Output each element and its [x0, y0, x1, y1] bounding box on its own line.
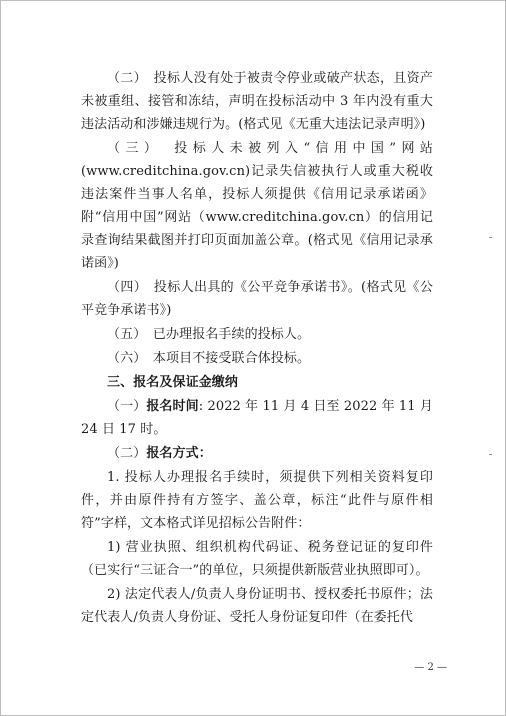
paragraph-clause-4: （四） 投标人出具的《公平竞争承诺书》。(格式见《公平竞争承诺书》): [81, 280, 433, 318]
registration-time-label: 报名时间: [146, 399, 199, 414]
document-body: [81, 67, 433, 629]
paragraph-clause-5: （五） 已办理报名手续的投标人。: [107, 327, 311, 342]
paragraph-subitem-1: 1) 营业执照、组织机构代码证、税务登记证的复印件（已实行“三证合一”的单位，只须提供新版营业执照即可）。: [81, 540, 433, 578]
clause-number: （二）: [107, 446, 147, 461]
paragraph-subitem-2: 2) 法定代表人/负责人身份证明书、授权委托书原件；法定代表人/负责人身份证、受托人身份证复印件（在委托代: [81, 587, 433, 625]
margin-mark: [489, 454, 492, 455]
paragraph-clause-3: （三） 投标人未被列入“信用中国”网站(www.creditchina.gov.cn)记录失信被执行人或重大税收违法案件当事人名单，投标人须提供《信用记录承诺函》附“信用中国”网站（www.creditchina.gov.cn）的信用记录查询结果截图并打印页面加盖公章。(格式见《信用记录承诺函》): [81, 141, 433, 271]
registration-method-colon: ：: [198, 446, 212, 461]
paragraph-registration-time: [81, 395, 433, 441]
section-heading: 三、报名及保证金缴纳: [107, 375, 239, 390]
paragraph-clause-6: （六） 本项目不接受联合体投标。: [107, 351, 311, 366]
paragraph-clause-2: （二） 投标人没有处于被责令停业或破产状态，且资产未被重组、接管和冻结，声明在投标活动中 3 年内没有重大违法活动和涉嫌违规行为。(格式见《无重大违法记录声明》): [81, 71, 433, 132]
paragraph-item-1: 1. 投标人办理报名手续时，须提供下列相关资料复印件，并由原件持有方签字、盖公章，标注“此件与原件相符”字样，文本格式详见招标公告附件：: [81, 470, 433, 531]
registration-time-text: : 2022 年 11 月 4 日至 2022 年 11 月 24 日 17 时。: [81, 399, 433, 437]
registration-method-label: 报名方式: [146, 446, 199, 461]
margin-mark: [489, 237, 492, 238]
page-number: — 2 —: [414, 662, 447, 673]
paragraph-registration-method: [81, 442, 433, 465]
clause-number: （一）: [107, 399, 147, 414]
